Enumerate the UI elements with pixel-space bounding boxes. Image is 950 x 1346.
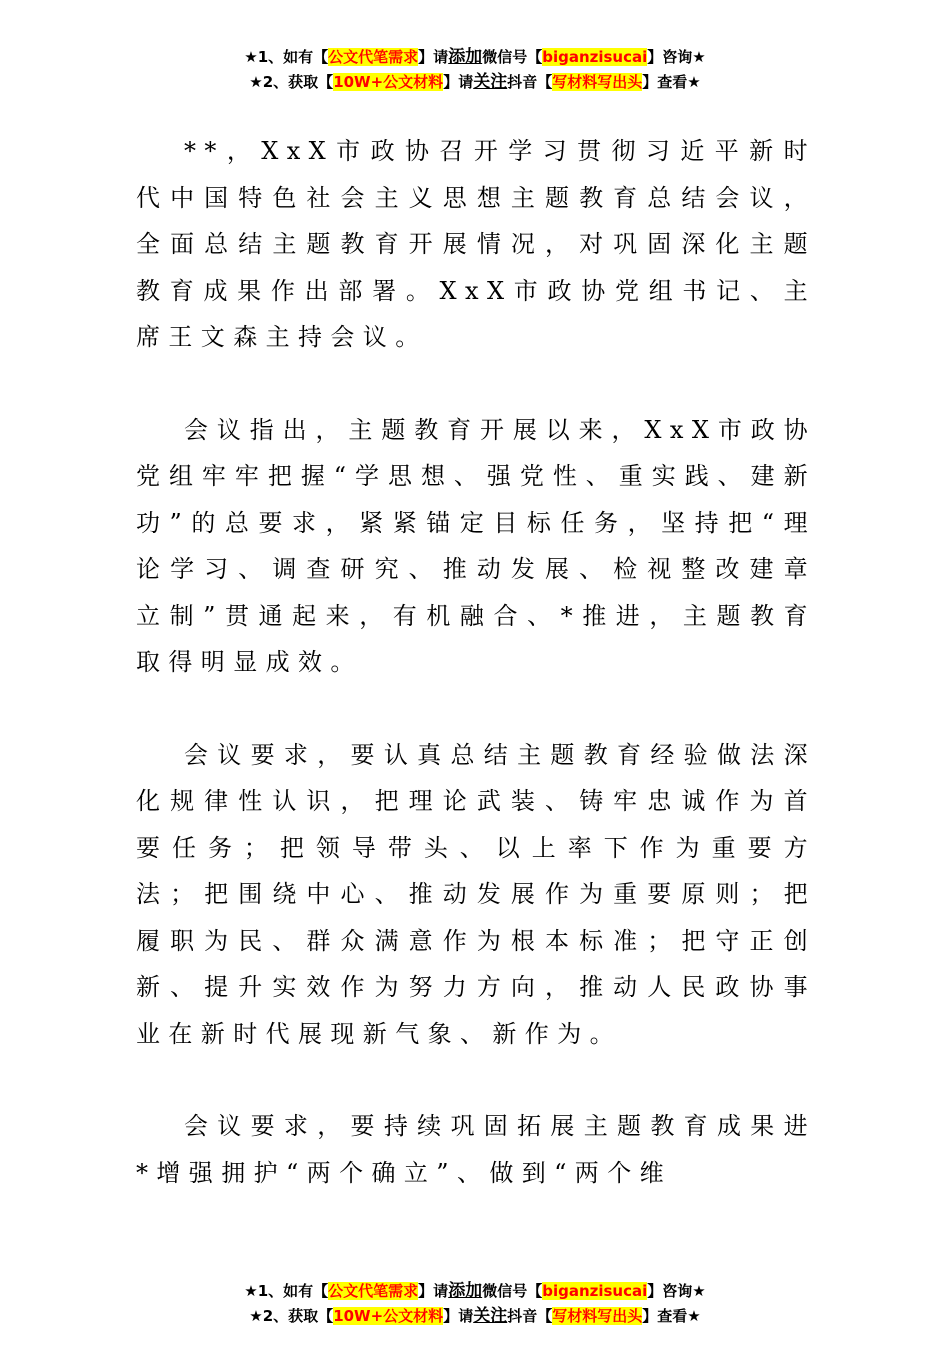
paragraph: **，XxX市政协召开学习贯彻习近平新时代中国特色社会主义思想主题教育总结会议，全面总结主题教育开展情况，对巩固深化主题教育成果作出部署。XxX市政协党组书记、主席王文森主持会议。 — [136, 137, 816, 351]
promo-banner-bottom — [0, 1279, 950, 1329]
promo-text: ★2、获取【 — [249, 73, 334, 91]
promo-highlight: 写材料写出头 — [552, 73, 643, 91]
promo-emphasis: 添加 — [448, 47, 483, 67]
promo-text: ★1、如有【 — [244, 1282, 329, 1300]
promo-text: 】请 — [418, 48, 449, 66]
promo-highlight: 10W+公文材料 — [333, 73, 444, 91]
promo-text: 微信号【 — [482, 48, 543, 66]
promo-emphasis: 添加 — [448, 1281, 483, 1301]
promo-text: 微信号【 — [482, 1282, 543, 1300]
promo-line-1 — [0, 1279, 950, 1304]
document-body — [136, 128, 816, 1242]
promo-text: 】咨询★ — [647, 1282, 706, 1300]
promo-highlight: 写材料写出头 — [552, 1307, 643, 1325]
promo-text: ★2、获取【 — [249, 1307, 334, 1325]
promo-line-2 — [0, 1304, 950, 1329]
promo-banner-top — [0, 45, 950, 95]
promo-text: 】请 — [418, 1282, 449, 1300]
promo-text: 】查看★ — [642, 73, 701, 91]
promo-text: 抖音【 — [507, 1307, 553, 1325]
promo-text: 】咨询★ — [647, 48, 706, 66]
promo-text: 】请 — [443, 73, 474, 91]
promo-highlight: biganzisucai — [542, 1282, 648, 1300]
paragraph: 会议指出，主题教育开展以来，XxX市政协党组牢牢把握“学思想、强党性、重实践、建新功”的总要求，紧紧锚定目标任务，坚持把“理论学习、调查研究、推动发展、检视整改建章立制”贯通起来，有机融合、*推进，主题教育取得明显成效。 — [136, 415, 816, 676]
paragraph: 会议要求，要持续巩固拓展主题教育成果进*增强拥护“两个确立”、做到“两个维 — [136, 1112, 816, 1187]
promo-highlight: 公文代笔需求 — [328, 48, 419, 66]
promo-line-1 — [0, 45, 950, 70]
promo-text: 抖音【 — [507, 73, 553, 91]
promo-highlight: biganzisucai — [542, 48, 648, 66]
promo-text: ★1、如有【 — [244, 48, 329, 66]
paragraph: 会议要求，要认真总结主题教育经验做法深化规律性认识，把理论武装、铸牢忠诚作为首要任务；把领导带头、以上率下作为重要方法；把围绕中心、推动发展作为重要原则；把履职为民、群众满意作为根本标准；把守正创新、提升实效作为努力方向，推动人民政协事业在新时代展现新气象、新作为。 — [136, 740, 816, 1048]
promo-text: 】查看★ — [642, 1307, 701, 1325]
promo-emphasis: 关注 — [473, 1306, 508, 1326]
promo-line-2 — [0, 70, 950, 95]
promo-highlight: 10W+公文材料 — [333, 1307, 444, 1325]
promo-text: 】请 — [443, 1307, 474, 1325]
promo-emphasis: 关注 — [473, 72, 508, 92]
promo-highlight: 公文代笔需求 — [328, 1282, 419, 1300]
